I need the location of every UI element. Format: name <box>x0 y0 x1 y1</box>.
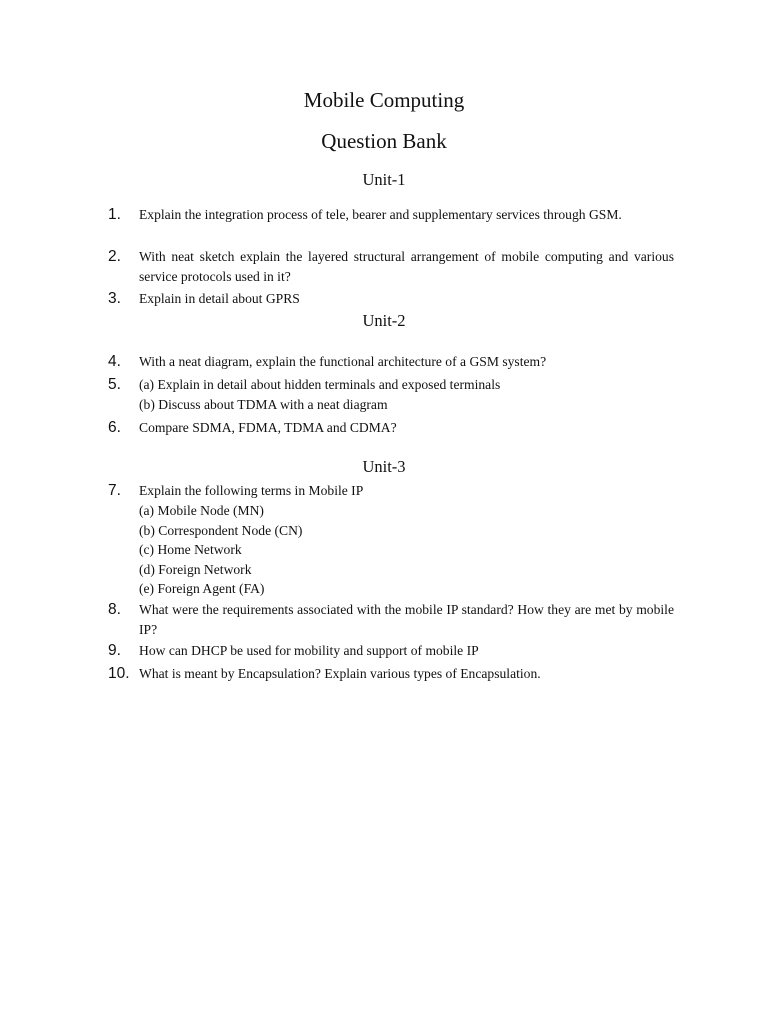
question-text: With a neat diagram, explain the functional architecture of a GSM system? <box>139 354 547 369</box>
question-item <box>108 289 674 309</box>
question-item <box>108 418 674 438</box>
unit-heading: Unit-3 <box>362 457 406 476</box>
question-text: With neat sketch explain the layered structural arrangement of mobile computing and various service protocols used in it? <box>139 249 674 284</box>
question-item <box>108 641 674 661</box>
question-number: 1. <box>108 206 121 223</box>
question-item <box>108 481 674 599</box>
question-part: (e) Foreign Agent (FA) <box>139 581 265 596</box>
question-number: 3. <box>108 290 121 307</box>
document-subtitle: Question Bank <box>321 129 447 153</box>
document-title: Mobile Computing <box>303 88 465 112</box>
question-number: 2. <box>108 248 121 265</box>
question-part: (c) Home Network <box>139 542 242 557</box>
question-number: 4. <box>108 353 121 370</box>
question-number: 6. <box>108 419 121 436</box>
question-item <box>108 205 674 225</box>
question-item <box>108 375 674 415</box>
question-text: What were the requirements associated with the mobile IP standard? How they are met by mobile IP? <box>139 602 674 637</box>
question-number: 8. <box>108 601 121 618</box>
question-item <box>108 247 674 287</box>
question-part: (b) Discuss about TDMA with a neat diagram <box>139 397 388 412</box>
question-text: What is meant by Encapsulation? Explain various types of Encapsulation. <box>139 666 541 681</box>
question-part: (a) Mobile Node (MN) <box>139 503 264 518</box>
question-number: 5. <box>108 376 121 393</box>
unit-heading: Unit-2 <box>362 311 406 330</box>
question-part: (b) Correspondent Node (CN) <box>139 522 303 538</box>
question-number: 7. <box>108 482 121 499</box>
question-text: Explain the following terms in Mobile IP <box>139 483 364 498</box>
question-text: Explain the integration process of tele, bearer and supplementary services through GSM. <box>139 207 622 222</box>
unit-heading: Unit-1 <box>362 170 406 189</box>
question-item <box>108 600 674 640</box>
question-text: How can DHCP be used for mobility and support of mobile IP <box>139 643 479 658</box>
question-number: 10. <box>108 665 130 682</box>
question-text: Explain in detail about GPRS <box>139 291 300 306</box>
question-text: (a) Explain in detail about hidden terminals and exposed terminals <box>139 377 501 392</box>
question-number: 9. <box>108 642 121 659</box>
question-item <box>108 664 674 684</box>
question-item <box>108 352 674 372</box>
question-part: (d) Foreign Network <box>139 561 252 577</box>
question-text: Compare SDMA, FDMA, TDMA and CDMA? <box>139 420 397 435</box>
